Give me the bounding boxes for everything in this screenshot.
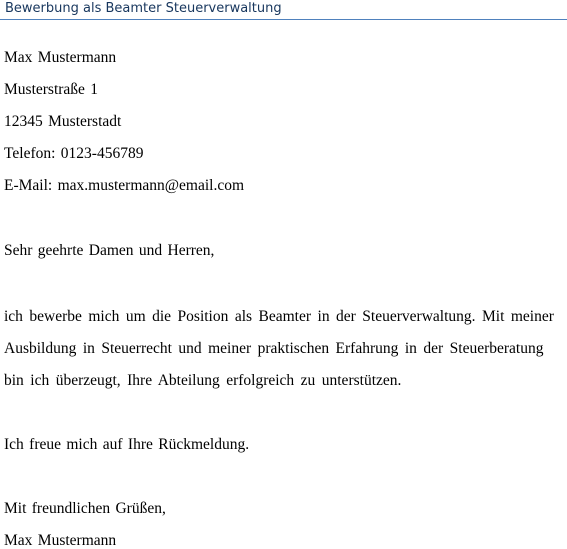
sender-city: 12345 Musterstadt xyxy=(4,113,122,130)
letter-regards: Mit freundlichen Grüßen, xyxy=(4,500,166,517)
sender-name: Max Mustermann xyxy=(4,49,117,66)
letter-body-line: bin ich überzeugt, Ihre Abteilung erfolgreich zu unterstützen. xyxy=(4,372,402,389)
page-header xyxy=(0,0,567,20)
letter-signature: Max Mustermann xyxy=(4,532,117,549)
sender-email: E-Mail: max.mustermann@email.com xyxy=(4,177,245,194)
letter-body-line: ich bewerbe mich um die Position als Beamter in der Steuerverwaltung. Mit meiner xyxy=(4,308,554,325)
sender-street: Musterstraße 1 xyxy=(4,81,99,98)
letter-salutation: Sehr geehrte Damen und Herren, xyxy=(4,242,215,259)
letter-body-line: Ausbildung in Steuerrecht und meiner praktischen Erfahrung in der Steuerberatung xyxy=(4,340,544,357)
letter-closing-sentence: Ich freue mich auf Ihre Rückmeldung. xyxy=(4,436,250,453)
sender-phone: Telefon: 0123-456789 xyxy=(4,145,144,162)
header-title: Bewerbung als Beamter Steuerverwaltung xyxy=(5,1,282,16)
